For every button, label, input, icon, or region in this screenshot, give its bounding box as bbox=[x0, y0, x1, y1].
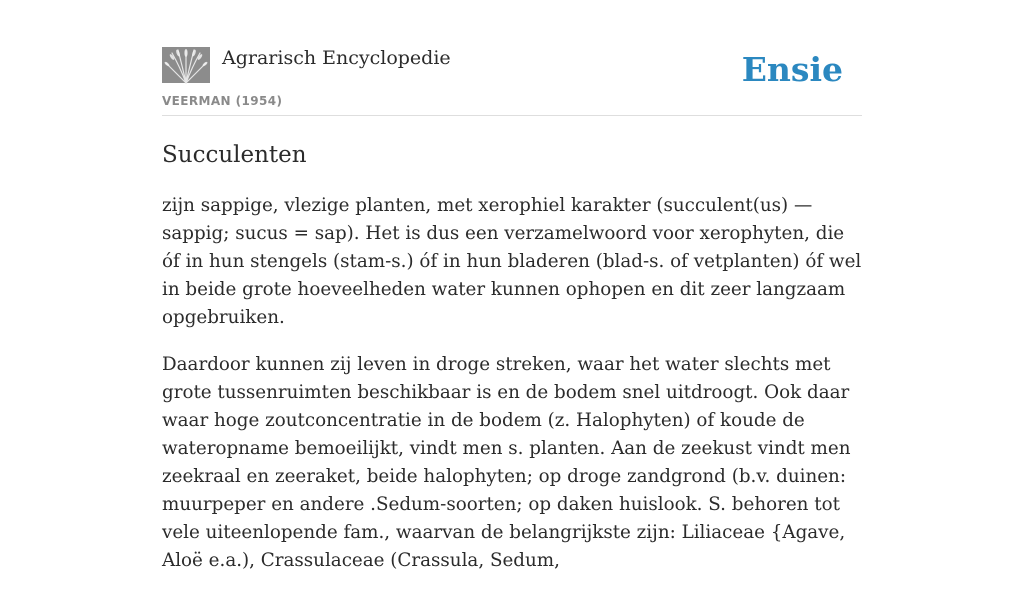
site-title[interactable]: Agrarisch Encyclopedie bbox=[222, 47, 451, 69]
article-title: Succulenten bbox=[162, 142, 307, 168]
article-paragraph: zijn sappige, vlezige planten, met xerophiel karakter (succulent(us) — sappig; sucus = sap). Het is dus een verzamelwoord voor xerophyten, die óf in hun stengels (stam-s.) óf in hun bladeren (blad-s. of vetplanten) óf wel in beide grote hoeveelheden water kunnen ophopen en dit zeer langzaam opgebruiken. bbox=[162, 195, 862, 328]
page-container bbox=[162, 0, 862, 571]
article-body bbox=[162, 192, 864, 594]
ensie-brand-logo[interactable]: Ensie bbox=[741, 50, 843, 89]
author-byline: VEERMAN (1954) bbox=[162, 94, 283, 108]
grass-plant-icon[interactable] bbox=[162, 47, 210, 83]
article-paragraph: Daardoor kunnen zij leven in droge streken, waar het water slechts met grote tussenruimten beschikbaar is en de bodem snel uitdroogt. Ook daar waar hoge zoutconcentratie in de bodem (z. Halophyten) of koude de wateropname bemoeilijkt, vindt men s. planten. Aan de zeekust vindt men zeekraal en zeeraket, beide halophyten; op droge zandgrond (b.v. duinen: muurpeper en andere .Sedum-soorten; op daken huislook. S. behoren tot vele uiteenlopende fam., waarvan de belangrijkste zijn: Liliaceae {Agave, Aloë e.a.), Crassulaceae (Crassula, Sedum, bbox=[162, 354, 851, 571]
site-header bbox=[162, 0, 862, 116]
